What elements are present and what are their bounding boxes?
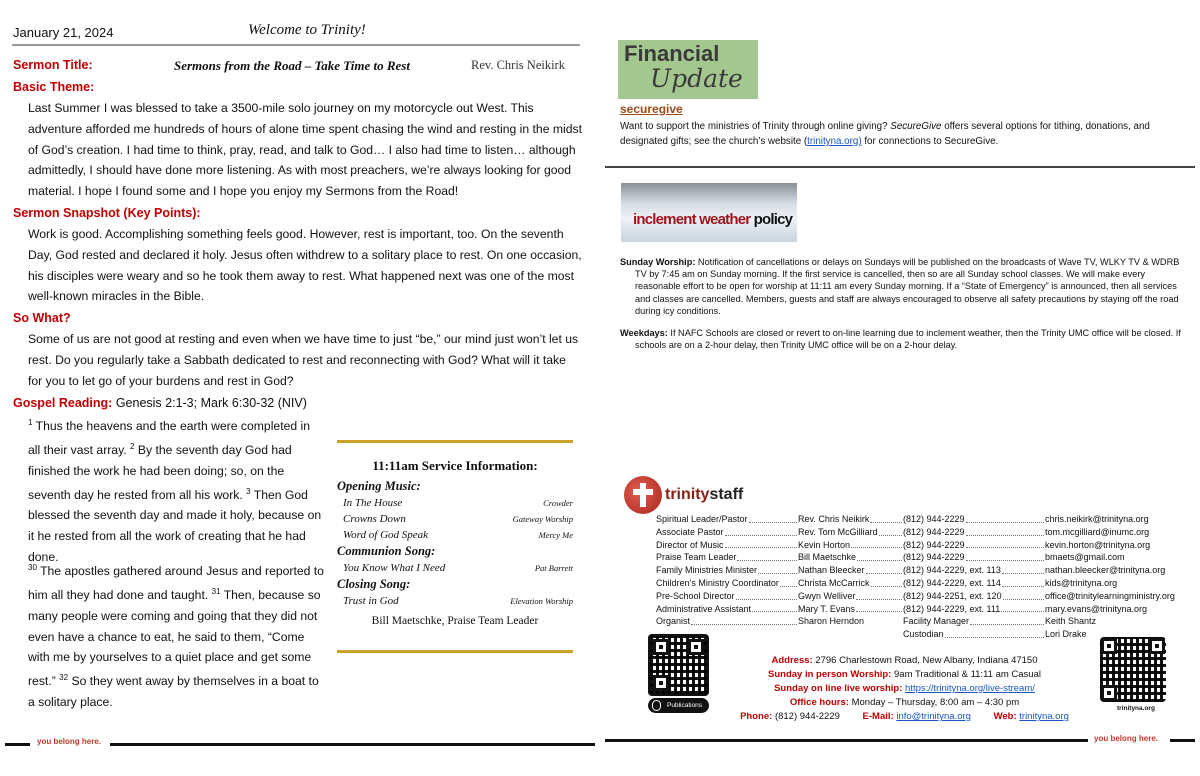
staff-role: Praise Team Leader — [656, 552, 737, 563]
staff-cell — [903, 551, 1045, 564]
office-line — [712, 696, 1097, 710]
staff-name: Rev. Tom McGilliard — [798, 526, 878, 537]
staff-cell — [798, 615, 903, 628]
staff-cell — [1045, 603, 1195, 616]
staff-name: Kevin Horton — [798, 539, 851, 550]
dot-leader — [856, 590, 902, 600]
securegive-link[interactable]: securegive — [620, 102, 683, 116]
footer-right-rule-2 — [1170, 739, 1195, 742]
inclement-weather-banner — [621, 183, 797, 242]
staff-cell — [1045, 615, 1195, 628]
publications-button[interactable] — [648, 698, 709, 713]
staff-cell — [798, 628, 903, 641]
staff-phone: (812) 944-2229, ext. 113 — [903, 565, 1001, 576]
web-label: Web: — [993, 711, 1017, 722]
qr-code-publications[interactable] — [648, 634, 709, 696]
song-artist: Elevation Worship — [510, 596, 573, 606]
so-what-label: So What? — [13, 311, 71, 325]
snapshot-label: Sermon Snapshot (Key Points): — [13, 206, 201, 220]
staff-email: office@trinitylearningministry.org — [1045, 590, 1175, 601]
trinity-staff-logo — [624, 476, 743, 514]
staff-role: Family Ministries Minister — [656, 565, 758, 576]
service-info-box — [337, 440, 573, 653]
cross-icon — [624, 476, 662, 514]
dot-leader — [966, 539, 1044, 549]
dot-leader — [691, 615, 797, 625]
staff-phone: (812) 944-2229, ext. 111 — [903, 603, 1001, 614]
praise-leader: Bill Maetschke, Praise Team Leader — [371, 615, 539, 627]
welcome-script: Welcome to Trinity! — [248, 22, 366, 38]
staff-cell — [903, 590, 1045, 603]
sunday-worship-policy — [620, 256, 1188, 317]
song-title: You Know What I Need — [343, 562, 446, 574]
staff-row — [656, 564, 1195, 577]
staff-phone: (812) 944-2229 — [903, 539, 965, 550]
dot-leader — [851, 539, 902, 549]
dot-leader — [970, 615, 1044, 625]
publications-label: Publications — [667, 702, 703, 709]
weekdays-text: If NAFC Schools are closed or revert to on-line learning due to inclement weather, then the Trinity UMC office will be closed. If schools are on a 2-hour delay, then Trinity UMC office will be on a 2-hour delay. — [635, 328, 1181, 351]
basic-theme-label: Basic Theme: — [13, 80, 95, 94]
staff-email: tom.mcgilliard@inumc.org — [1045, 526, 1150, 537]
contact-info — [712, 654, 1097, 724]
staff-cell — [656, 615, 798, 628]
staff-cell — [903, 577, 1045, 590]
staff-phone: (812) 944-2229 — [903, 514, 965, 524]
opening-music-list — [337, 495, 573, 543]
banner-update: Update — [650, 64, 743, 93]
header-rule — [12, 44, 580, 46]
staff-row — [656, 539, 1195, 552]
song-row — [337, 511, 573, 527]
song-row — [337, 560, 573, 576]
financial-update-banner — [618, 40, 758, 99]
snapshot-text: Work is good. Accomplishing something feels good. However, rest is important, too. On the seventh Day, God rested and declared it holy. Jesus often withdrew to a solitary place to rest. On one occasion, his disciples were weary and so he took them away to rest. What happened next was one of the most well-known miracles in the Bible. — [28, 227, 582, 304]
staff-cell — [656, 590, 798, 603]
staff-email: chris.neikirk@trinityna.org — [1045, 514, 1149, 524]
inperson-line — [712, 668, 1097, 682]
communion-label: Communion Song: — [337, 544, 436, 558]
website-link[interactable]: trinityna.org) — [807, 136, 862, 147]
staff-name: Bill Maetschke — [798, 552, 857, 563]
staff-cell — [1045, 590, 1195, 603]
staff-cell — [798, 564, 903, 577]
staff-cell — [798, 603, 903, 616]
staff-role: Director of Music — [656, 539, 724, 550]
financial-text-c: for connections to SecureGive. — [861, 136, 999, 147]
weekdays-label: Weekdays: — [620, 328, 668, 338]
sunday-worship-label: Sunday Worship: — [620, 257, 696, 267]
dot-leader — [780, 577, 797, 587]
dot-leader — [736, 590, 797, 600]
dot-leader — [856, 603, 902, 613]
staff-cell — [656, 551, 798, 564]
footer-right-tagline: you belong here. — [1094, 734, 1159, 743]
qr-website-caption: trinityna.org — [1117, 705, 1155, 712]
song-title: Crowns Down — [343, 513, 406, 525]
qr-code-website[interactable] — [1100, 637, 1166, 702]
banner-inclement: inclement weather — [633, 211, 751, 228]
staff-email: kevin.horton@trinityna.org — [1045, 539, 1151, 550]
address-line — [712, 654, 1097, 668]
closing-list — [337, 593, 573, 609]
banner-financial: Financial — [624, 41, 720, 66]
staff-cell — [798, 577, 903, 590]
footer-left-rule-2 — [110, 743, 595, 746]
staff-cell — [903, 564, 1045, 577]
staff-cell — [903, 539, 1045, 552]
dot-leader — [1001, 603, 1044, 613]
online-label: Sunday on line live worship: — [774, 683, 903, 694]
verse-text: Then God blessed the seventh day and made it holy, because on it he rested from all the work of creating that he had done. — [28, 487, 322, 564]
phone-icon — [652, 700, 661, 711]
dot-leader — [752, 603, 797, 613]
verse-number: 31 — [211, 586, 221, 596]
dot-leader — [1003, 590, 1044, 600]
staff-phone: Custodian — [903, 629, 944, 640]
staff-row — [656, 615, 1195, 628]
staff-email: kids@trinityna.org — [1045, 577, 1118, 588]
communion-list — [337, 560, 573, 576]
staff-row — [656, 577, 1195, 590]
staff-cell — [656, 564, 798, 577]
preacher: Rev. Chris Neikirk — [471, 58, 565, 72]
office-label: Office hours: — [789, 697, 849, 708]
verse-text: By the seventh day God had finished the work he had been doing; so, on the seventh day he rested from all his work. — [28, 442, 292, 502]
staff-role: Spiritual Leader/Pastor — [656, 514, 748, 524]
staff-cell — [1045, 513, 1195, 526]
footer-left-tagline: you belong here. — [37, 737, 102, 746]
dot-leader — [945, 628, 1044, 638]
song-title: In The House — [343, 497, 403, 509]
online-line — [712, 682, 1097, 696]
staff-email: bmaets@gmail.com — [1045, 552, 1125, 563]
dot-leader — [966, 526, 1044, 536]
sermon-title: Sermons from the Road – Take Time to Rest — [174, 58, 410, 73]
dot-leader — [871, 577, 902, 587]
dot-leader — [966, 513, 1044, 523]
inperson-label: Sunday in person Worship: — [768, 669, 892, 680]
verse-text: Then, because so many people were coming and going that they did not even have a chance to eat, he said to them, “Come with me by yourselves to a quiet place and get some rest.” — [28, 587, 321, 689]
dot-leader — [758, 564, 797, 574]
weekday-policy — [620, 327, 1188, 351]
staff-cell — [903, 615, 1045, 628]
phone: (812) 944-2229 — [774, 711, 840, 722]
staff-cell — [798, 526, 903, 539]
staff-role: Associate Pastor — [656, 526, 724, 537]
section-divider — [605, 166, 1195, 168]
staff-cell — [1045, 526, 1195, 539]
staff-row — [656, 590, 1195, 603]
staff-email: Lori Drake — [1045, 629, 1087, 640]
staff-name: Mary T. Evans — [798, 603, 855, 614]
staff-phone: (812) 944-2229 — [903, 526, 965, 537]
so-what-text: Some of us are not good at resting and even when we have time to just “be,” our mind just won’t let us rest. Do you regularly take a Sabbath dedicated to rest and reconnecting with God? What will it take for you to let go of your burdens and rest in God? — [28, 332, 579, 388]
email-link[interactable]: info@trinityna.org — [896, 711, 971, 722]
song-row — [337, 593, 573, 609]
financial-text — [620, 119, 1190, 149]
song-title: Word of God Speak — [343, 529, 429, 541]
staff-name: Rev. Chris Neikirk — [798, 514, 870, 524]
staff-role: Pre-School Director — [656, 590, 735, 601]
verse-number: 3 — [246, 486, 251, 496]
song-row — [337, 495, 573, 511]
gospel-passage-1 — [28, 413, 324, 568]
gospel-heading — [13, 396, 307, 410]
dot-leader — [1002, 577, 1044, 587]
footer-left-rule — [5, 743, 30, 746]
verse-number: 2 — [130, 441, 135, 451]
song-artist: Pat Barrett — [534, 563, 573, 573]
dot-leader — [725, 539, 797, 549]
sermon-title-label: Sermon Title: — [13, 58, 93, 72]
staff-cell — [656, 526, 798, 539]
staff-cell — [903, 628, 1045, 641]
inperson-times: 9am Traditional & 11:11 am Casual — [894, 669, 1041, 680]
song-artist: Crowder — [543, 498, 573, 508]
closing-label: Closing Song: — [337, 577, 411, 591]
verse-number: 1 — [28, 418, 33, 427]
staff-phone: (812) 944-2229 — [903, 552, 965, 563]
date: January 21, 2024 — [13, 25, 114, 40]
phone-label: Phone: — [740, 711, 773, 722]
staff-row — [656, 551, 1195, 564]
verse-text: The apostles gathered around Jesus and reported to him all they had done and taught. — [28, 564, 324, 602]
banner-policy: policy — [753, 211, 793, 228]
staff-row — [656, 513, 1195, 526]
staff-role: Organist — [656, 616, 691, 627]
service-title: 11:11am Service Information: — [372, 458, 538, 473]
staff-cell — [656, 577, 798, 590]
staff-cell — [798, 551, 903, 564]
address: 2796 Charlestown Road, New Albany, Indiana 47150 — [815, 655, 1038, 666]
staff-cell — [656, 539, 798, 552]
securegive-em: SecureGive — [890, 121, 942, 132]
staff-cell — [903, 603, 1045, 616]
staff-cell — [903, 513, 1045, 526]
address-label: Address: — [771, 655, 813, 666]
logo-staff: staff — [709, 486, 744, 503]
staff-directory — [656, 513, 1195, 641]
staff-name: Christa McCarrick — [798, 577, 870, 588]
staff-cell — [903, 526, 1045, 539]
financial-text-a: Want to support the ministries of Trinity through online giving? — [620, 121, 891, 132]
financial-text-b: offers several options for tithing, donations, and designated gifts; see the church’s website ( — [620, 121, 1150, 147]
staff-row — [656, 603, 1195, 616]
staff-phone: (812) 944-2251, ext. 120 — [903, 590, 1002, 601]
dot-leader — [870, 513, 902, 523]
staff-cell — [656, 513, 798, 526]
staff-cell — [1045, 551, 1195, 564]
dot-leader — [737, 551, 797, 561]
staff-name: Sharon Herndon — [798, 616, 865, 627]
dot-leader — [866, 564, 902, 574]
staff-email: mary.evans@trinityna.org — [1045, 603, 1148, 614]
dot-leader — [857, 551, 902, 561]
dot-leader — [1002, 564, 1044, 574]
song-row — [337, 527, 573, 543]
song-artist: Mercy Me — [538, 530, 573, 540]
staff-cell — [1045, 539, 1195, 552]
gospel-label: Gospel Reading: — [13, 396, 113, 410]
staff-cell — [656, 603, 798, 616]
footer-right-rule — [605, 739, 1088, 742]
staff-name: Gwyn Welliver — [798, 590, 856, 601]
livestream-link[interactable]: https://trinityna.org/live-stream/ — [905, 683, 1035, 694]
logo-trinity: trinity — [665, 486, 710, 503]
song-title: Trust in God — [343, 595, 399, 607]
staff-cell — [1045, 564, 1195, 577]
gospel-passage-2 — [28, 558, 324, 713]
verse-text: So they went away by themselves in a boat to a solitary place. — [28, 674, 319, 709]
song-artist: Gateway Worship — [512, 514, 573, 524]
email-label: E-Mail: — [862, 711, 894, 722]
dot-leader — [879, 526, 902, 536]
staff-row — [656, 526, 1195, 539]
staff-cell — [798, 539, 903, 552]
verse-text: Thus the heavens and the earth were completed in all their vast array. — [28, 419, 311, 457]
dot-leader — [749, 513, 797, 523]
staff-cell — [1045, 577, 1195, 590]
gospel-reference: Genesis 2:1-3; Mark 6:30-32 (NIV) — [115, 396, 307, 410]
dot-leader — [966, 551, 1044, 561]
phone-email-web-line — [712, 710, 1097, 724]
dot-leader — [725, 526, 797, 536]
sunday-worship-text: Notification of cancellations or delays on Sundays will be published on the broadcasts of Wave TV, WLKY TV & WDRB TV by 7:45 am on Sunday morning. If the first service is cancelled, then so are all Sunday school classes. We will make every reasonable effort to be open for worship at 11:11 am every Sunday morning. If a “State of Emergency” is announced, then all services and classes are cancelled. Members, guests and staff are always encouraged to observe all safety precautions by staying off the road during icy conditions. — [635, 257, 1180, 316]
staff-phone: Facility Manager — [903, 616, 970, 627]
staff-email: nathan.bleecker@trinityna.org — [1045, 565, 1166, 576]
staff-email: Keith Shantz — [1045, 616, 1097, 627]
verse-number: 32 — [59, 673, 69, 683]
staff-role: Administrative Assistant — [656, 603, 752, 614]
staff-cell — [798, 590, 903, 603]
staff-name: Nathan Bleecker — [798, 565, 865, 576]
basic-theme-text: Last Summer I was blessed to take a 3500-mile solo journey on my motorcycle out West. This adventure afforded me hundreds of hours of alone time spent chasing the wind and resting in the midst of God’s creation. I had time to think, pray, read, and talk to God… I also had time to listen… although admittedly, I should have done more listening. As with most preachers, we’re always looking for good material. I hope I found some and I hope you enjoy my Sermons from the Road! — [28, 101, 582, 199]
web-link[interactable]: trinityna.org — [1019, 711, 1069, 722]
office-hours: Monday – Thursday, 8:00 am – 4:30 pm — [851, 697, 1020, 708]
opening-music-label: Opening Music: — [337, 479, 421, 493]
verse-number: 30 — [28, 563, 37, 572]
staff-role: Children’s Ministry Coordinator — [656, 577, 779, 588]
staff-phone: (812) 944-2229, ext. 114 — [903, 577, 1001, 588]
staff-cell — [798, 513, 903, 526]
